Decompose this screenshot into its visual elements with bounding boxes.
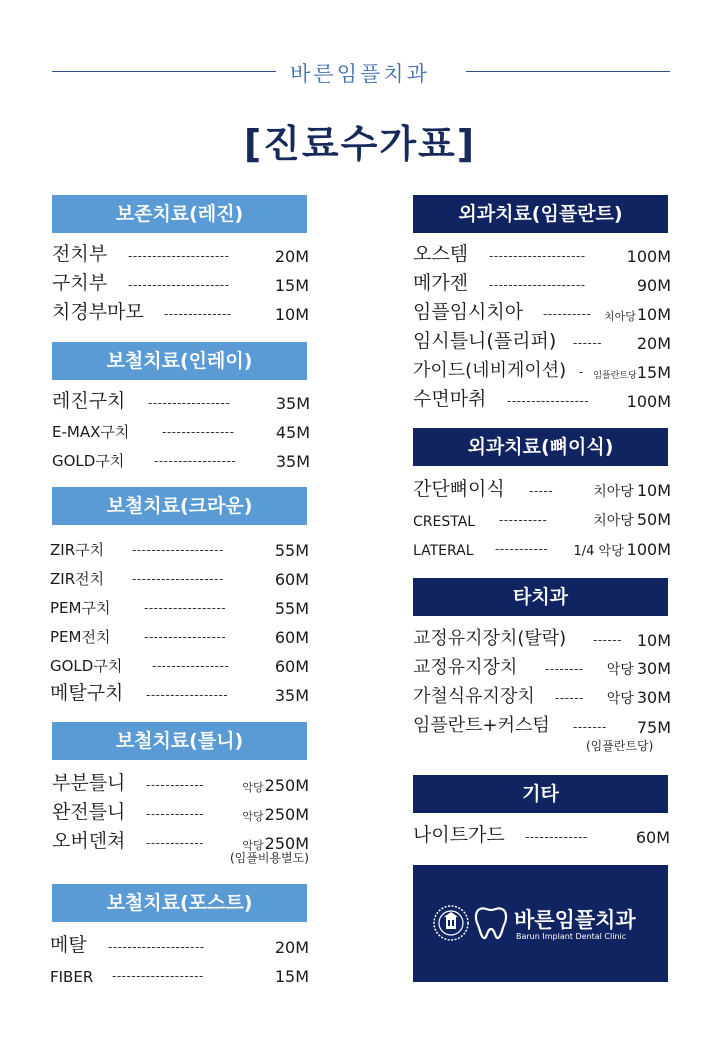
leader-dots: ----------: [499, 513, 548, 527]
item-price: 45M: [275, 423, 310, 442]
item-price: 55M: [274, 541, 309, 560]
leader-dots: -----------------: [144, 630, 227, 644]
item-name: 구치부: [52, 272, 108, 294]
logo-name: 바른임플치과: [514, 908, 636, 932]
price-value: 250M: [264, 805, 309, 824]
section-header-crown: 보철치료(크라운): [52, 487, 307, 525]
item-name: 오스템: [413, 243, 469, 265]
price-row: [50, 680, 309, 708]
item-price: 55M: [274, 599, 309, 618]
item-name: 임플란트+커스텀: [413, 715, 550, 736]
leader-dots: -----------------: [146, 688, 229, 702]
item-name: 메탈: [50, 934, 87, 956]
item-name: 교정유지장치: [413, 657, 518, 678]
leader-dots: -----------: [495, 542, 549, 556]
leader-dots: -------------------: [132, 572, 224, 586]
item-price: 60M: [274, 628, 309, 647]
price-row: [52, 270, 309, 298]
denture-note: (임플비용별도): [230, 851, 309, 865]
leader-dots: ------: [555, 691, 584, 705]
price-row: [52, 446, 310, 474]
item-name: 부분틀니: [52, 772, 126, 794]
price-row: [413, 270, 671, 298]
price-row: [413, 357, 671, 385]
item-price: 90M: [636, 276, 671, 295]
price-row: [413, 654, 671, 682]
section-header-misc: 기타: [413, 775, 668, 813]
price-prefix: 악당: [242, 839, 264, 852]
leader-dots: ---------------------: [128, 278, 230, 292]
item-name: GOLD구치: [50, 657, 123, 675]
page-title: [진료수가표]: [243, 122, 477, 166]
item-name: ZIR전치: [50, 570, 105, 588]
item-name: 메가젠: [413, 272, 469, 294]
price-row: [50, 651, 309, 679]
item-name: 완전틀니: [52, 801, 126, 823]
price-row: [52, 241, 309, 269]
item-name: 간단뼈이식: [413, 478, 505, 500]
price-prefix: 치아당: [593, 513, 634, 529]
price-row: [50, 932, 309, 960]
price-row: [413, 241, 671, 269]
price-value: 30M: [636, 659, 671, 678]
tooth-icon: [474, 905, 508, 941]
item-name: 가철식유지장치: [413, 686, 535, 707]
item-name: LATERAL: [413, 543, 474, 559]
price-value: 10M: [636, 305, 671, 324]
price-value: 50M: [636, 510, 671, 529]
price-row: [413, 625, 671, 653]
item-price: [242, 776, 309, 795]
leader-dots: ------------: [146, 807, 204, 821]
leader-dots: --------------: [164, 307, 232, 321]
leader-dots: -----: [529, 484, 554, 498]
item-price: 100M: [626, 392, 671, 411]
leader-dots: -------------------: [132, 543, 224, 557]
item-price: 35M: [275, 394, 310, 413]
price-row: [413, 386, 671, 414]
price-value: 100M: [626, 540, 671, 559]
header-rule-right: [466, 71, 670, 72]
item-name: 오버덴쳐: [52, 830, 126, 852]
leader-dots: --------------------: [108, 940, 205, 954]
leader-dots: ------------: [146, 778, 204, 792]
item-name: 치경부마모: [52, 301, 144, 323]
item-name: GOLD구치: [52, 452, 125, 470]
item-name: 수면마취: [413, 388, 487, 410]
custom-note: (임플란트당): [586, 739, 654, 753]
leader-dots: -------: [573, 720, 607, 734]
item-price: 15M: [274, 276, 309, 295]
clinic-logo-box: [413, 865, 668, 982]
item-name: FIBER: [50, 968, 94, 986]
price-prefix: 치아당: [593, 484, 634, 500]
price-value: 30M: [636, 688, 671, 707]
price-row: [50, 622, 309, 650]
item-name: 임시틀니(플리퍼): [413, 330, 557, 352]
leader-dots: -------------: [525, 830, 588, 844]
item-price: 60M: [635, 828, 670, 847]
leader-dots: ------------: [146, 836, 204, 850]
item-price: [607, 659, 671, 679]
item-price: 10M: [274, 305, 309, 324]
price-row: [52, 770, 309, 798]
item-name: 나이트가드: [413, 824, 505, 846]
item-price: [242, 805, 309, 824]
price-row: [50, 593, 309, 621]
item-price: 35M: [275, 452, 310, 471]
item-name: CRESTAL: [413, 514, 476, 530]
item-name: 임플임시치아: [413, 301, 524, 323]
price-value: 250M: [264, 776, 309, 795]
item-price: 75M: [636, 718, 671, 737]
item-price: 20M: [274, 938, 309, 957]
price-prefix: 치아당: [603, 310, 636, 323]
price-row: [52, 799, 309, 827]
leader-dots: ---------------: [162, 425, 235, 439]
logo-subtitle: Barun Implant Dental Clinic: [516, 932, 627, 941]
leader-dots: --------------------: [489, 249, 586, 263]
item-price: 100M: [626, 247, 671, 266]
leader-dots: -------------------: [112, 969, 204, 983]
price-value: 10M: [636, 481, 671, 500]
item-price: [573, 540, 671, 559]
leader-dots: -----------------: [154, 454, 237, 468]
item-name: PEM전치: [50, 628, 111, 646]
price-value: 250M: [264, 834, 309, 853]
item-price: 20M: [636, 334, 671, 353]
leader-dots: ------: [593, 633, 622, 647]
item-price: 35M: [274, 686, 309, 705]
leader-dots: ------: [573, 336, 602, 350]
section-header-bone-graft: 외과치료(뼈이식): [413, 428, 668, 466]
price-prefix: 악당: [606, 691, 634, 707]
price-prefix: 악당: [606, 662, 634, 678]
leader-dots: --------------------: [489, 278, 586, 292]
price-prefix: 악당: [242, 781, 264, 794]
price-row: [413, 534, 671, 562]
price-row: [413, 822, 670, 850]
item-price: 10M: [636, 631, 671, 650]
price-row: [52, 299, 309, 327]
item-name: 레진구치: [52, 390, 126, 412]
item-name: ZIR구치: [50, 541, 105, 559]
leader-dots: -----------------: [144, 601, 227, 615]
leader-dots: -----------------: [507, 394, 590, 408]
item-name: E-MAX구치: [52, 423, 130, 441]
price-row: [52, 417, 310, 445]
price-row: [413, 683, 671, 711]
section-header-implant: 외과치료(임플란트): [413, 195, 668, 233]
item-name: 메탈구치: [50, 682, 124, 704]
emblem-icon: [432, 904, 470, 942]
item-price: [607, 688, 671, 708]
leader-dots: --------: [545, 662, 584, 676]
section-header-resin: 보존치료(레진): [52, 195, 307, 233]
item-name: PEM구치: [50, 599, 111, 617]
item-name: 전치부: [52, 243, 108, 265]
price-prefix: 임플란트당: [593, 371, 637, 381]
item-price: [604, 305, 671, 324]
price-row: [413, 476, 671, 504]
section-header-post: 보철치료(포스트): [52, 884, 307, 922]
price-value: 15M: [636, 363, 671, 382]
leader-dots: ----------------: [152, 659, 230, 673]
price-row: [50, 535, 309, 563]
item-price: [593, 481, 671, 501]
price-row: [50, 961, 309, 989]
section-header-inlay: 보철치료(인레이): [52, 342, 307, 380]
item-price: [593, 510, 671, 530]
price-row: [50, 564, 309, 592]
section-header-denture: 보철치료(틀니): [52, 722, 307, 760]
leader-dots: ---------------------: [128, 249, 230, 263]
item-price: [593, 363, 671, 382]
price-row: [413, 328, 671, 356]
item-name: 교정유지장치(탈락): [413, 628, 567, 649]
price-row: [413, 505, 671, 533]
price-row: [413, 712, 671, 740]
leader-dots: -----------------: [148, 396, 231, 410]
item-name: 가이드(네비게이션): [413, 360, 567, 381]
clinic-name: 바른임플치과: [290, 62, 430, 86]
item-price: 20M: [274, 247, 309, 266]
item-price: 60M: [274, 657, 309, 676]
price-row: [413, 299, 671, 327]
price-prefix: 1/4 악당: [573, 544, 624, 559]
item-price: 15M: [274, 967, 309, 986]
item-price: 60M: [274, 570, 309, 589]
price-row: [52, 388, 310, 416]
price-prefix: 악당: [242, 810, 264, 823]
leader-dots: ----------: [543, 307, 592, 321]
leader-dots: -: [579, 365, 584, 379]
section-header-other-clinic: 타치과: [413, 578, 668, 616]
